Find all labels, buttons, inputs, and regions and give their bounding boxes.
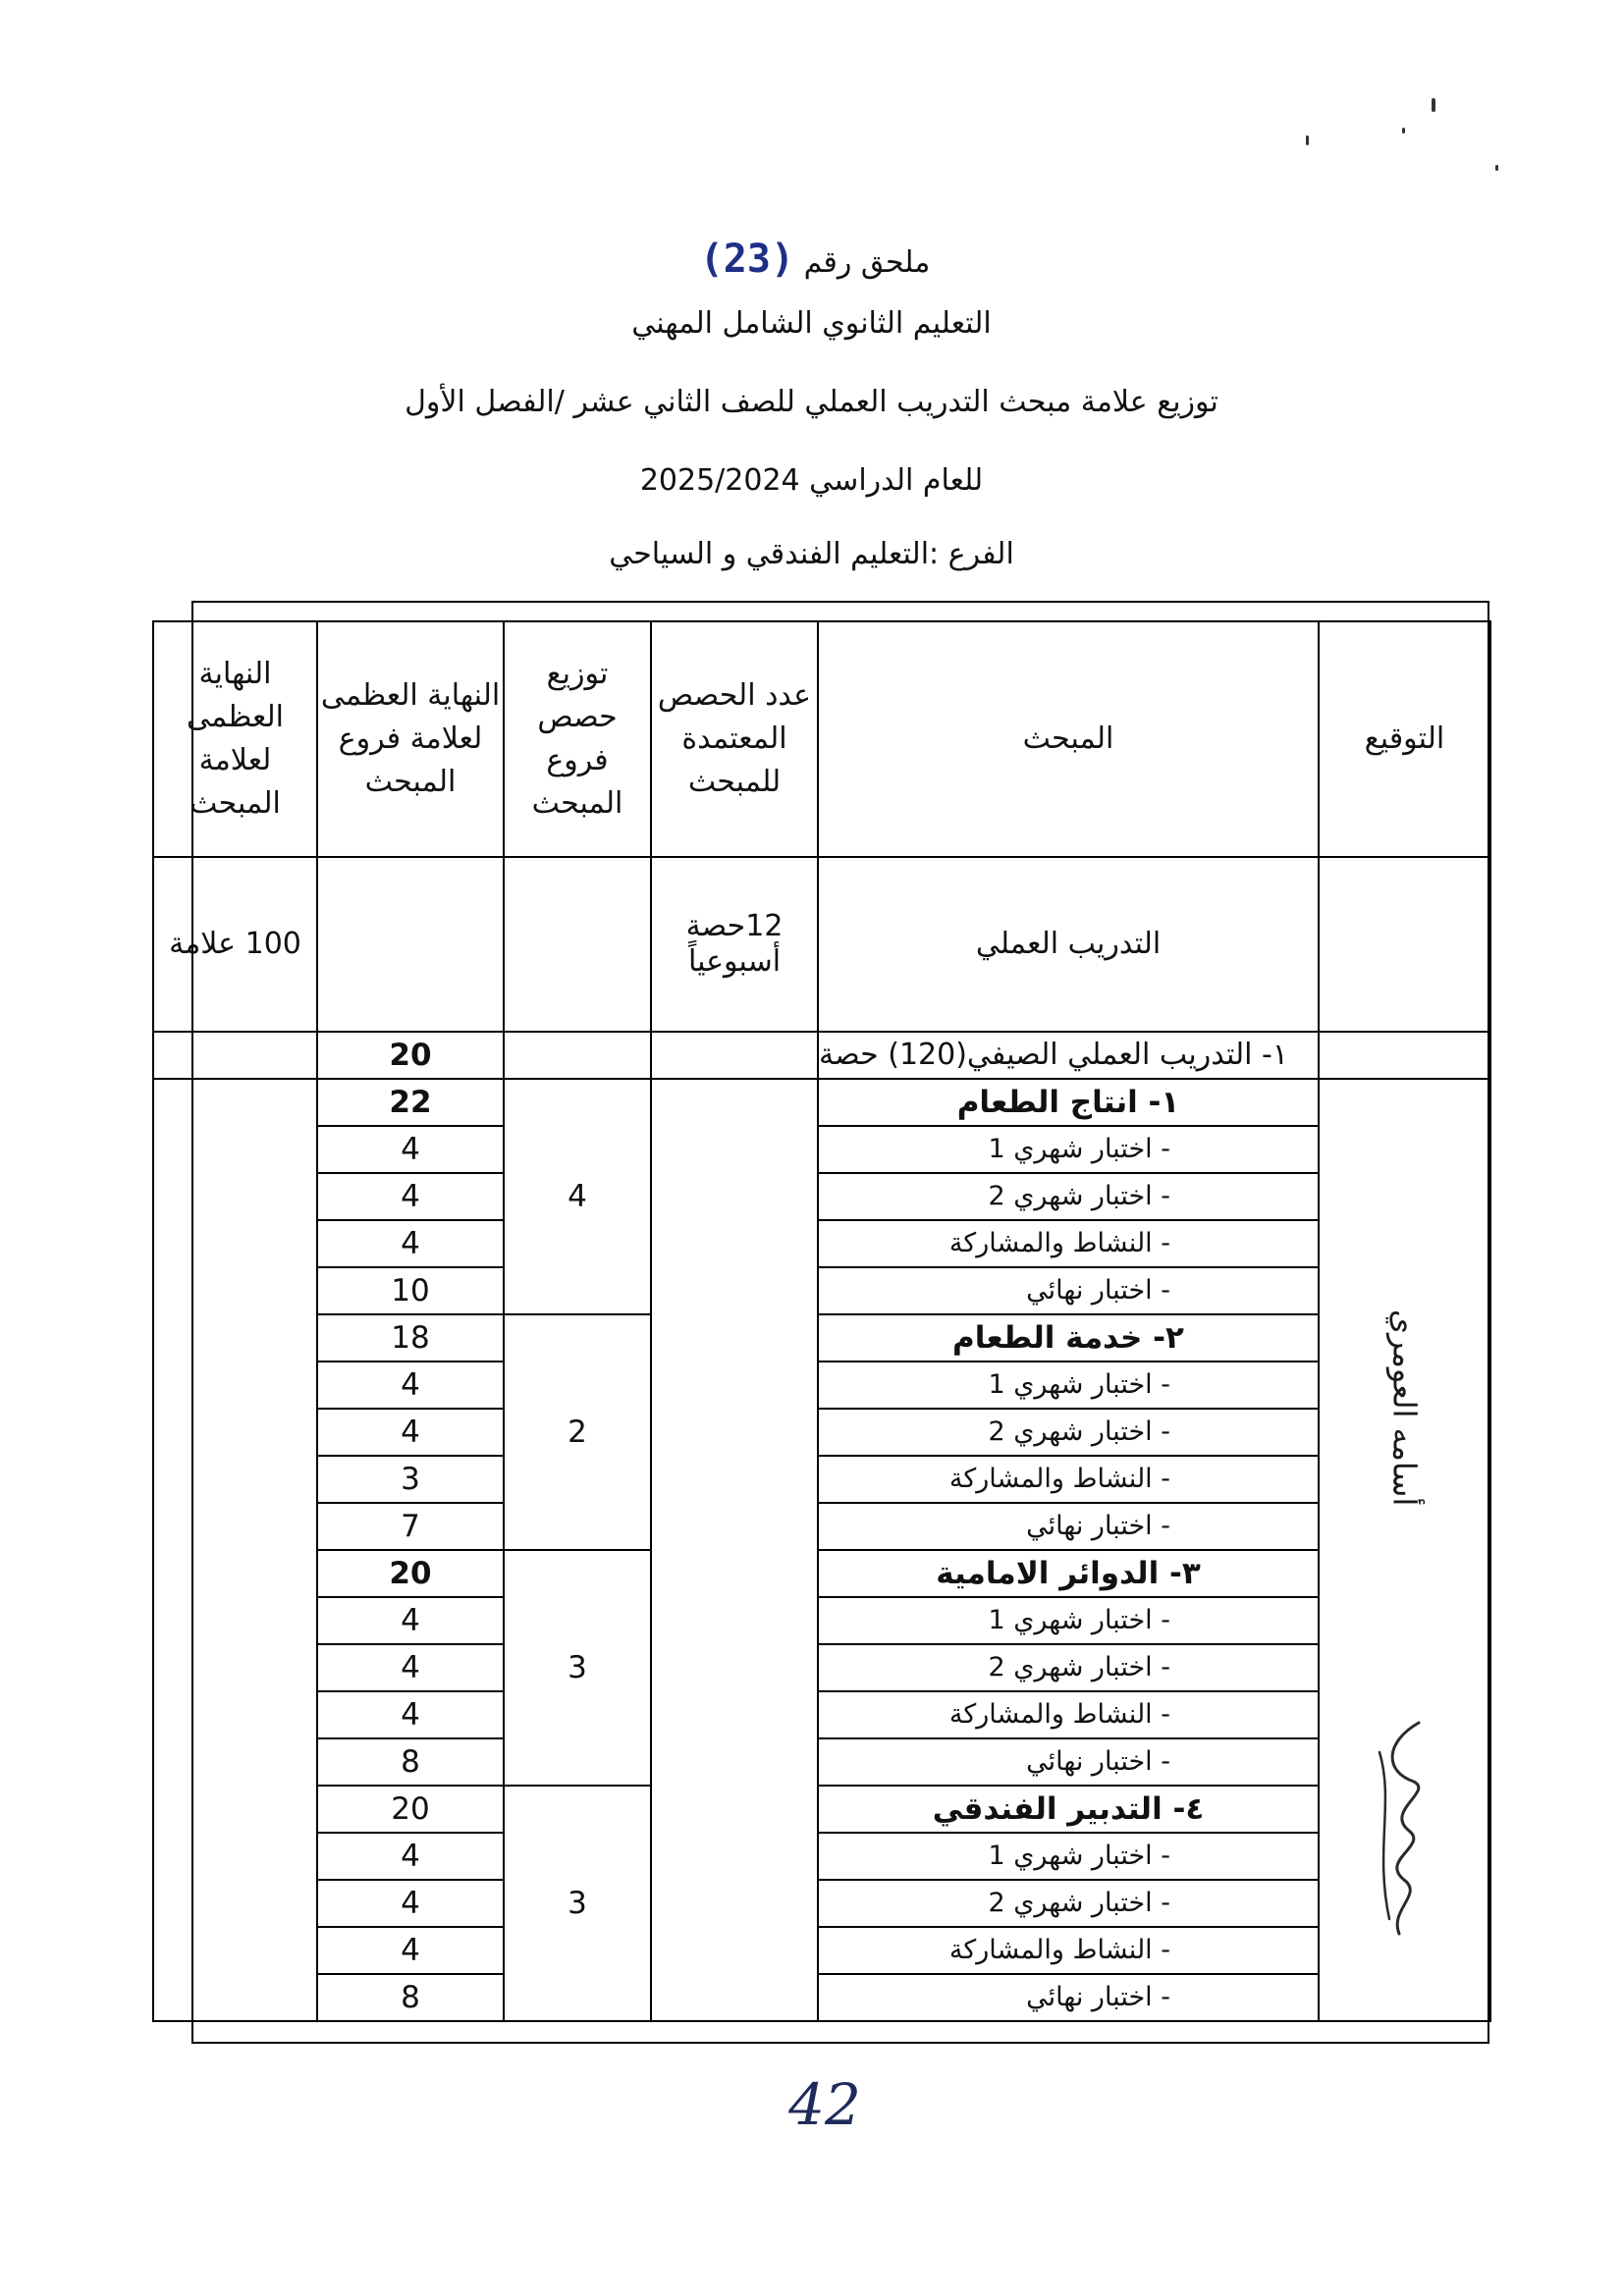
section-row [153, 1786, 1490, 1833]
annex-number: (23) [699, 237, 795, 282]
document-title: توزيع علامة مبحث التدريب العملي للصف الثاني عشر /الفصل الأول [405, 385, 1218, 419]
item-mark: 10 [317, 1267, 504, 1314]
item-mark: 4 [317, 1644, 504, 1691]
periods-header: عدد الحصص المعتمدة للمبحث [651, 621, 818, 857]
main-subject-cell: التدريب العملي [818, 857, 1319, 1032]
marks-table [152, 620, 1491, 2022]
scan-speck [1402, 128, 1405, 133]
summer-periods-cell [651, 1032, 818, 1079]
summer-signature-cell [1319, 1032, 1490, 1079]
item-mark: 8 [317, 1974, 504, 2021]
item-mark: 4 [317, 1927, 504, 1974]
item-label: - اختبار نهائي [818, 1503, 1319, 1550]
main-branch-max-cell [317, 857, 504, 1032]
annex-label: ملحق رقم [803, 245, 931, 280]
item-label: - اختبار شهري 2 [818, 1880, 1319, 1927]
section-mark: 20 [317, 1550, 504, 1597]
main-signature-cell [1319, 857, 1490, 1032]
item-label: - اختبار نهائي [818, 1738, 1319, 1786]
item-label: - النشاط والمشاركة [818, 1927, 1319, 1974]
item-label: - اختبار نهائي [818, 1974, 1319, 2021]
header-row [153, 621, 1490, 857]
section-title: ٣- الدوائر الامامية [818, 1550, 1319, 1597]
item-mark: 8 [317, 1738, 504, 1786]
section-row [153, 1079, 1490, 1126]
item-mark: 4 [317, 1362, 504, 1409]
item-label: - النشاط والمشاركة [818, 1456, 1319, 1503]
item-row [153, 1173, 1490, 1220]
main-periods-cell: 12حصة أسبوعياً [651, 857, 818, 1032]
item-mark: 4 [317, 1833, 504, 1880]
distribution-header: توزيع حصص فروع المبحث [504, 621, 651, 857]
item-mark: 4 [317, 1691, 504, 1738]
section-title: ١- انتاج الطعام [818, 1079, 1319, 1126]
section-distribution: 2 [504, 1314, 651, 1550]
section-row [153, 1550, 1490, 1597]
main-distribution-cell [504, 857, 651, 1032]
item-label: - اختبار شهري 2 [818, 1409, 1319, 1456]
signature-name: أسامه العومري [1385, 1309, 1424, 1507]
summer-training-row [153, 1032, 1490, 1079]
item-row [153, 1267, 1490, 1314]
item-label: - اختبار شهري 2 [818, 1644, 1319, 1691]
annex-heading [687, 234, 943, 285]
item-row [153, 1691, 1490, 1738]
periods-blank-cell [651, 1079, 818, 2021]
item-row [153, 1738, 1490, 1786]
branch-title: الفرع :التعليم الفندقي و السياحي [609, 537, 1014, 571]
item-row [153, 1503, 1490, 1550]
item-label: - اختبار شهري 1 [818, 1597, 1319, 1644]
item-row [153, 1880, 1490, 1927]
item-row [153, 1456, 1490, 1503]
item-label: - اختبار شهري 1 [818, 1362, 1319, 1409]
branch-max-header: النهاية العظمى لعلامة فروع المبحث [317, 621, 504, 857]
subject-max-blank-cell [153, 1079, 317, 2021]
main-subject-max-cell: 100 علامة [153, 857, 317, 1032]
section-title: ٤- التدبير الفندقي [818, 1786, 1319, 1833]
summer-subject-max-cell [153, 1032, 317, 1079]
academic-year: للعام الدراسي 2025/2024 [639, 463, 984, 498]
summer-training-label: ١- التدريب العملي الصيفي(120) حصة [818, 1032, 1319, 1079]
scan-speck [1306, 135, 1309, 145]
item-label: - النشاط والمشاركة [818, 1691, 1319, 1738]
item-mark: 4 [317, 1126, 504, 1173]
subject-max-header: النهاية العظمى لعلامة المبحث [153, 621, 317, 857]
section-distribution: 3 [504, 1550, 651, 1786]
item-mark: 4 [317, 1880, 504, 1927]
item-row [153, 1927, 1490, 1974]
item-label: - اختبار نهائي [818, 1267, 1319, 1314]
item-label: - اختبار شهري 1 [818, 1126, 1319, 1173]
item-mark: 4 [317, 1409, 504, 1456]
item-row [153, 1220, 1490, 1267]
section-row [153, 1314, 1490, 1362]
section-mark: 18 [317, 1314, 504, 1362]
program-title: التعليم الثانوي الشامل المهني [631, 306, 992, 341]
section-mark: 20 [317, 1786, 504, 1833]
item-row [153, 1974, 1490, 2021]
item-row [153, 1126, 1490, 1173]
signature-header: التوقيع [1319, 621, 1490, 857]
page-number: 42 [788, 2071, 861, 2138]
item-mark: 7 [317, 1503, 504, 1550]
item-mark: 4 [317, 1173, 504, 1220]
item-mark: 3 [317, 1456, 504, 1503]
summer-distribution-cell [504, 1032, 651, 1079]
section-title: ٢- خدمة الطعام [818, 1314, 1319, 1362]
item-mark: 4 [317, 1220, 504, 1267]
item-row [153, 1409, 1490, 1456]
main-subject-row [153, 857, 1490, 1032]
summer-training-mark: 20 [317, 1032, 504, 1079]
item-row [153, 1644, 1490, 1691]
scan-speck [1495, 165, 1498, 171]
item-label: - اختبار شهري 1 [818, 1833, 1319, 1880]
item-row [153, 1597, 1490, 1644]
signature-scribble [1365, 1713, 1443, 1939]
item-mark: 4 [317, 1597, 504, 1644]
item-row [153, 1833, 1490, 1880]
subject-header: المبحث [818, 621, 1319, 857]
item-label: - اختبار شهري 2 [818, 1173, 1319, 1220]
section-mark: 22 [317, 1079, 504, 1126]
item-row [153, 1362, 1490, 1409]
section-distribution: 3 [504, 1786, 651, 2021]
scan-speck [1432, 98, 1435, 112]
section-distribution: 4 [504, 1079, 651, 1314]
item-label: - النشاط والمشاركة [818, 1220, 1319, 1267]
